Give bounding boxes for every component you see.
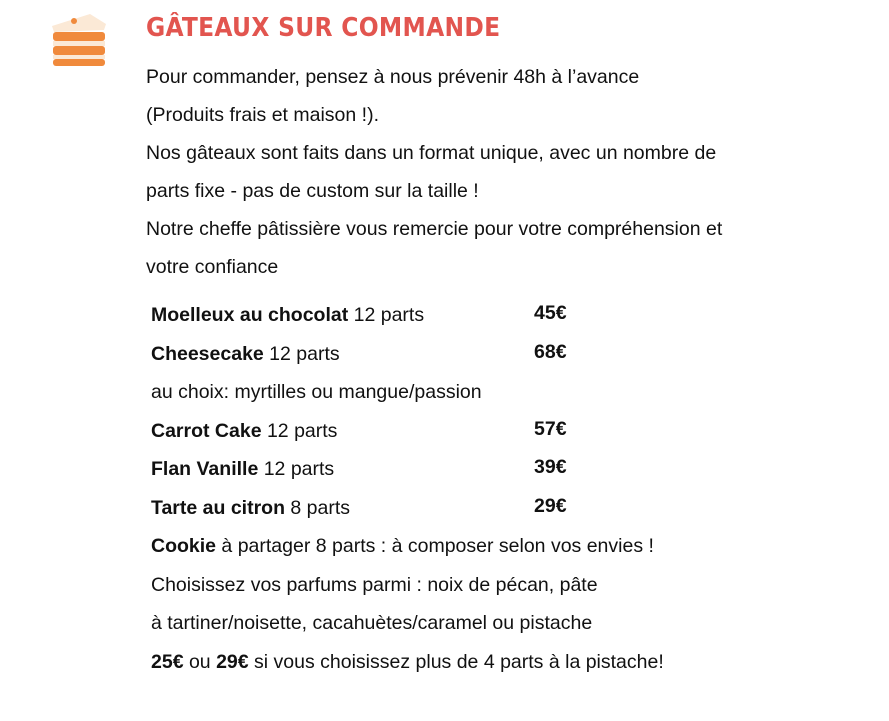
menu-item-name: Tarte au citron xyxy=(151,496,285,519)
intro-text xyxy=(146,58,846,286)
page-title: GÂTEAUX SUR COMMANDE xyxy=(146,13,501,43)
menu-item-name: Moelleux au chocolat xyxy=(151,304,349,326)
menu-item-price: 68€ xyxy=(534,340,567,363)
cake-cream-1 xyxy=(53,41,105,46)
menu-item-parts: 12 parts xyxy=(348,304,425,326)
intro-line: Pour commander, pensez à nous prévenir 48h à l’avance xyxy=(146,66,640,88)
menu-item-price: 29€ xyxy=(534,494,567,517)
cake-topping xyxy=(71,18,77,24)
cookie-flavors-text: à tartiner/noisette, cacahuètes/caramel ou pistache xyxy=(151,612,593,634)
menu-note-text: au choix: myrtilles ou mangue/passion xyxy=(151,381,482,403)
cake-slice-icon xyxy=(46,10,110,68)
cookie-price-standard: 25€ xyxy=(151,650,184,673)
cookie-price-pistachio: 29€ xyxy=(216,650,249,673)
intro-line: (Produits frais et maison !). xyxy=(146,104,379,126)
cookie-price-line xyxy=(151,643,851,682)
menu-item xyxy=(151,489,851,528)
menu-item-parts: 12 parts xyxy=(263,342,340,365)
cake-layer-2 xyxy=(53,46,105,55)
menu-item-price: 39€ xyxy=(534,456,567,478)
intro-line: Nos gâteaux sont faits dans un format unique, avec un nombre de xyxy=(146,142,717,164)
intro-line: Notre cheffe pâtissière vous remercie pour votre compréhension et xyxy=(146,218,723,240)
cake-cream-2 xyxy=(53,55,105,59)
intro-line: votre confiance xyxy=(146,256,279,278)
cookie-item xyxy=(151,527,851,566)
menu-item-price: 57€ xyxy=(534,417,567,440)
menu-item xyxy=(151,450,851,489)
cake-menu xyxy=(151,296,851,681)
cookie-price-note: si vous choisissez plus de 4 parts à la pistache! xyxy=(248,650,664,673)
menu-item xyxy=(151,296,851,335)
menu-item-parts: 12 parts xyxy=(258,458,335,480)
menu-item-name: Cheesecake xyxy=(151,342,264,365)
intro-line: parts fixe - pas de custom sur la taille ! xyxy=(146,180,479,202)
cookie-price-or: ou xyxy=(183,650,217,673)
menu-item-parts: 8 parts xyxy=(285,496,351,519)
cookie-description: à partager 8 parts : à composer selon vos envies ! xyxy=(216,535,654,557)
menu-item-note xyxy=(151,373,851,412)
menu-item-name: Flan Vanille xyxy=(151,458,259,480)
menu-item-parts: 12 parts xyxy=(261,419,338,442)
cake-layer-3 xyxy=(53,59,105,66)
cookie-name: Cookie xyxy=(151,535,217,557)
cookie-flavors-line xyxy=(151,604,851,643)
cake-frosting xyxy=(52,14,106,32)
menu-item-name: Carrot Cake xyxy=(151,419,262,442)
menu-item xyxy=(151,335,851,374)
menu-item xyxy=(151,412,851,451)
cookie-flavors-line xyxy=(151,566,851,605)
cookie-flavors-text: Choisissez vos parfums parmi : noix de pécan, pâte xyxy=(151,573,598,596)
cake-layer-1 xyxy=(53,32,105,41)
menu-item-price: 45€ xyxy=(534,302,567,324)
